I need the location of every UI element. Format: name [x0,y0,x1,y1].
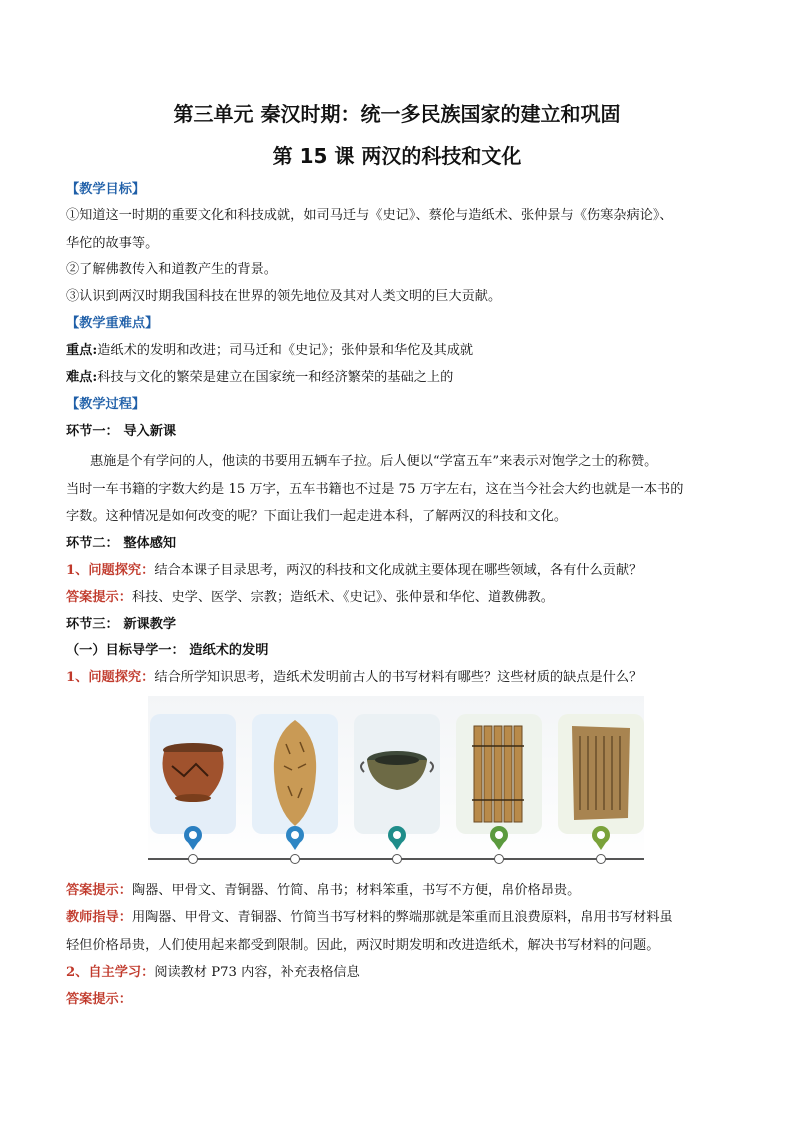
key-text: 造纸术的发明和改进；司马迁和《史记》；张仲景和华佗及其成就 [97,343,474,358]
silk-card [558,714,644,834]
location-pin-icon [384,824,410,850]
timeline-dot [290,854,300,864]
answer-1-label: 答案提示： [66,590,132,605]
teacher-guide-line-2: 轻但价格昂贵，人们使用起来都受到限制。因此，两汉时期发明和改进造纸术，解决书写材料的问题。 [66,938,660,953]
question-2-text: 结合所学知识思考，造纸术发明前古人的书写材料有哪些？这些材质的缺点是什么？ [154,670,643,685]
location-pin-icon [486,824,512,850]
teacher-guide-line-1 [66,908,746,928]
timeline-dot [494,854,504,864]
teacher-guide-text-1: 用陶器、甲骨文、青铜器、竹简当书写材料的弊端那就是笨重而且浪费原料，帛用书写材料虽 [131,910,673,925]
timeline-dot [596,854,606,864]
question-2 [66,668,746,688]
step-2: 环节二： 整体感知 [66,536,177,551]
answer-3-label: 答案提示： [66,992,132,1007]
location-pin-icon [282,824,308,850]
intro-line-1: 惠施是个有学问的人，他读的书要用五辆车子拉。后人便以“学富五车”来表示对饱学之士的称赞。 [90,454,658,469]
writing-materials-figure [148,696,644,866]
process-heading: 【教学过程】 [66,397,146,412]
answer-2-label: 答案提示： [66,883,132,898]
question-1-label: 1、问题探究： [66,563,155,578]
key-label: 重点: [66,343,98,358]
hard-label: 难点: [66,370,98,385]
silk-book-icon [558,714,644,834]
step-3: 环节三： 新课教学 [66,617,177,632]
objectives-heading: 【教学目标】 [66,182,146,197]
answer-2 [66,881,746,901]
objective-line-2: 华佗的故事等。 [66,236,159,251]
pottery-icon [150,714,236,834]
oracle-bone-icon [252,714,338,834]
key-point [66,341,746,361]
bamboo-card [456,714,542,834]
location-pin-icon [588,824,614,850]
answer-1 [66,588,746,608]
hard-text: 科技与文化的繁荣是建立在国家统一和经济繁荣的基础之上的 [97,370,454,385]
objective-line-3: ②了解佛教传入和道教产生的背景。 [66,262,277,277]
timeline-dot [188,854,198,864]
answer-1-text: 科技、史学、医学、宗教；造纸术、《史记》、张仲景和华佗、道教佛教。 [131,590,554,605]
self-study-text: 阅读教材 P73 内容，补充表格信息 [154,965,360,980]
objective-line-1: ①知道这一时期的重要文化和科技成就，如司马迁与《史记》、蔡伦与造纸术、张仲景与《伤寒杂病论》、 [66,208,673,223]
answer-2-text: 陶器、甲骨文、青铜器、竹简、帛书；材料笨重，书写不方便，帛价格昂贵。 [131,883,581,898]
intro-line-3: 字数。这种情况是如何改变的呢？下面让我们一起走进本科，了解两汉的科技和文化。 [66,509,568,524]
oracle-bone-card [252,714,338,834]
bronze-card [354,714,440,834]
timeline-dot [392,854,402,864]
lesson-title: 第 15 课 两汉的科技和文化 [272,144,522,168]
question-1 [66,561,746,581]
objective-line-4: ③认识到两汉时期我国科技在世界的领先地位及其对人类文明的巨大贡献。 [66,289,502,304]
unit-title: 第三单元 秦汉时期：统一多民族国家的建立和巩固 [173,102,621,126]
bronze-icon [354,714,440,834]
question-2-label: 1、问题探究： [66,670,155,685]
location-pin-icon [180,824,206,850]
self-study-label: 2、自主学习： [66,965,155,980]
pottery-card [150,714,236,834]
keypoints-heading: 【教学重难点】 [66,316,159,331]
step-1: 环节一： 导入新课 [66,424,177,439]
question-1-text: 结合本课子目录思考，两汉的科技和文化成就主要体现在哪些领域，各有什么贡献？ [154,563,643,578]
subsection-1: （一）目标导学一： 造纸术的发明 [66,643,269,658]
hard-point [66,368,746,388]
self-study [66,963,746,983]
bamboo-slips-icon [456,714,542,834]
teacher-guide-label: 教师指导： [66,910,132,925]
intro-line-2: 当时一车书籍的字数大约是 15 万字，五车书籍也不过是 75 万字左右，这在当今社会大约也就是一本书的 [66,482,684,497]
